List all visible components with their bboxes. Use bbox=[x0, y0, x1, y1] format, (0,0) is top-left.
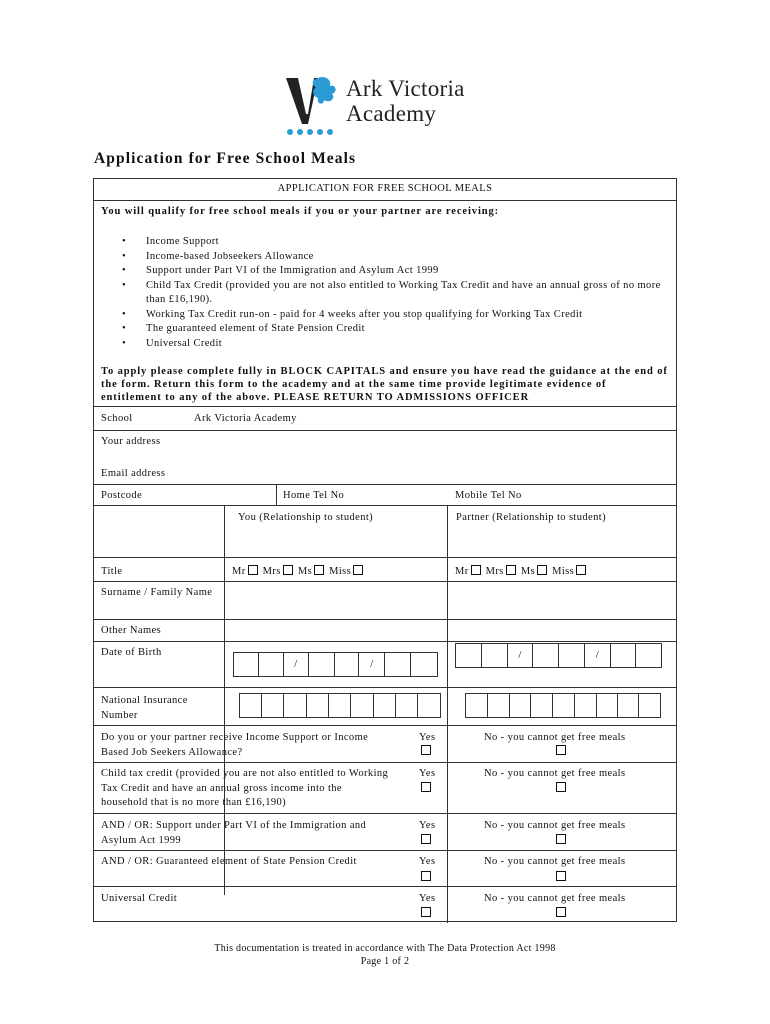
question-income-support: Do you or your partner receive Income Support or Income Based Job Seekers Allowance? bbox=[101, 732, 369, 758]
email-label[interactable]: Email address bbox=[101, 468, 166, 479]
question-child-tax-credit: Child tax credit (provided you are not also entitled to Working Tax Credit and have an annual gross income into the household that is no more than £16,190) bbox=[101, 768, 389, 808]
title-option-mrs: Mrs bbox=[262, 566, 281, 577]
logo-line2: Academy bbox=[346, 101, 437, 126]
yes-label: Yes bbox=[419, 893, 436, 904]
home-tel-label[interactable]: Home Tel No bbox=[283, 490, 345, 501]
school-label: School bbox=[101, 413, 133, 424]
benefits-list bbox=[94, 235, 666, 351]
checkbox[interactable] bbox=[248, 565, 258, 575]
no-label: No - you cannot get free meals bbox=[484, 856, 626, 867]
yes-checkbox[interactable] bbox=[421, 907, 431, 917]
logo-text bbox=[346, 76, 465, 126]
list-item: • Working Tax Credit run-on - paid for 4 weeks after you stop qualifying for Working Tax Credit bbox=[146, 308, 666, 323]
you-ni-boxes[interactable] bbox=[239, 693, 441, 718]
title-option-mrs: Mrs bbox=[485, 566, 504, 577]
page-number: Page 1 of 2 bbox=[360, 956, 410, 967]
qualify-intro: You will qualify for free school meals if you or your partner are receiving: bbox=[101, 206, 500, 217]
list-item: • Child Tax Credit (provided you are not also entitled to Working Tax Credit and have an annual gross of no more than £16,190). bbox=[146, 279, 666, 308]
partner-title-options bbox=[455, 565, 588, 580]
question-pension-credit: AND / OR: Guaranteed element of State Pension Credit bbox=[101, 856, 357, 867]
page-title: Application for Free School Meals bbox=[94, 150, 357, 167]
academy-logo bbox=[284, 74, 494, 138]
yes-label: Yes bbox=[419, 856, 436, 867]
title-label: Title bbox=[101, 566, 123, 577]
title-option-mr: Mr bbox=[455, 566, 469, 577]
fsm-application-form bbox=[93, 178, 677, 922]
checkbox[interactable] bbox=[537, 565, 547, 575]
question-universal-credit: Universal Credit bbox=[101, 893, 178, 904]
you-column-header: You (Relationship to student) bbox=[238, 512, 374, 523]
dob-separator: / bbox=[359, 653, 385, 676]
instructions: To apply please complete fully in BLOCK CAPITALS and ensure you have read the guidance at the end of the form. Return this form to the academy and at the same time provide legitimate evidence of entitlement to any of the above. PLEASE RETURN TO ADMISSIONS OFFICER bbox=[101, 366, 668, 403]
title-option-ms: Ms bbox=[297, 566, 313, 577]
mobile-tel-label[interactable]: Mobile Tel No bbox=[455, 490, 522, 501]
form-header: APPLICATION FOR FREE SCHOOL MEALS bbox=[277, 183, 493, 194]
checkbox[interactable] bbox=[506, 565, 516, 575]
academy-emblem-icon bbox=[284, 74, 346, 138]
yes-label: Yes bbox=[419, 768, 436, 779]
no-checkbox[interactable] bbox=[556, 782, 566, 792]
question-immigration: AND / OR: Support under Part VI of the Immigration and Asylum Act 1999 bbox=[101, 820, 367, 846]
partner-dob-boxes[interactable] bbox=[455, 643, 662, 668]
yes-checkbox[interactable] bbox=[421, 745, 431, 755]
no-label: No - you cannot get free meals bbox=[484, 893, 626, 904]
data-protection-notice: This documentation is treated in accordance with The Data Protection Act 1998 bbox=[214, 943, 556, 954]
checkbox[interactable] bbox=[471, 565, 481, 575]
list-item: • Income Support bbox=[146, 235, 666, 250]
yes-checkbox[interactable] bbox=[421, 871, 431, 881]
no-checkbox[interactable] bbox=[556, 907, 566, 917]
list-item: • The guaranteed element of State Pension Credit bbox=[146, 322, 666, 337]
no-checkbox[interactable] bbox=[556, 871, 566, 881]
title-option-miss: Miss bbox=[552, 566, 575, 577]
dob-separator: / bbox=[284, 653, 309, 676]
address-label[interactable]: Your address bbox=[101, 436, 161, 447]
title-option-miss: Miss bbox=[329, 566, 352, 577]
yes-checkbox[interactable] bbox=[421, 782, 431, 792]
list-item: • Universal Credit bbox=[146, 337, 666, 352]
surname-label: Surname / Family Name bbox=[101, 587, 213, 598]
postcode-label[interactable]: Postcode bbox=[101, 490, 143, 501]
title-option-mr: Mr bbox=[232, 566, 246, 577]
logo-line1: Ark Victoria bbox=[346, 76, 465, 101]
dob-separator: / bbox=[508, 644, 534, 667]
ni-label: National Insurance Number bbox=[101, 695, 188, 721]
yes-label: Yes bbox=[419, 732, 436, 743]
checkbox[interactable] bbox=[314, 565, 324, 575]
no-label: No - you cannot get free meals bbox=[484, 768, 626, 779]
no-label: No - you cannot get free meals bbox=[484, 820, 626, 831]
yes-label: Yes bbox=[419, 820, 436, 831]
no-checkbox[interactable] bbox=[556, 834, 566, 844]
you-dob-boxes[interactable] bbox=[233, 652, 438, 677]
no-label: No - you cannot get free meals bbox=[484, 732, 626, 743]
you-title-options bbox=[232, 565, 365, 580]
list-item: • Income-based Jobseekers Allowance bbox=[146, 250, 666, 265]
school-value[interactable]: Ark Victoria Academy bbox=[194, 413, 297, 424]
yes-checkbox[interactable] bbox=[421, 834, 431, 844]
no-checkbox[interactable] bbox=[556, 745, 566, 755]
dob-label: Date of Birth bbox=[101, 647, 162, 658]
other-names-label: Other Names bbox=[101, 625, 162, 636]
checkbox[interactable] bbox=[353, 565, 363, 575]
list-item: • Support under Part VI of the Immigration and Asylum Act 1999 bbox=[146, 264, 666, 279]
checkbox[interactable] bbox=[576, 565, 586, 575]
partner-ni-boxes[interactable] bbox=[465, 693, 661, 718]
partner-column-header: Partner (Relationship to student) bbox=[456, 512, 606, 523]
dob-separator: / bbox=[585, 644, 611, 667]
title-option-ms: Ms bbox=[520, 566, 536, 577]
checkbox[interactable] bbox=[283, 565, 293, 575]
